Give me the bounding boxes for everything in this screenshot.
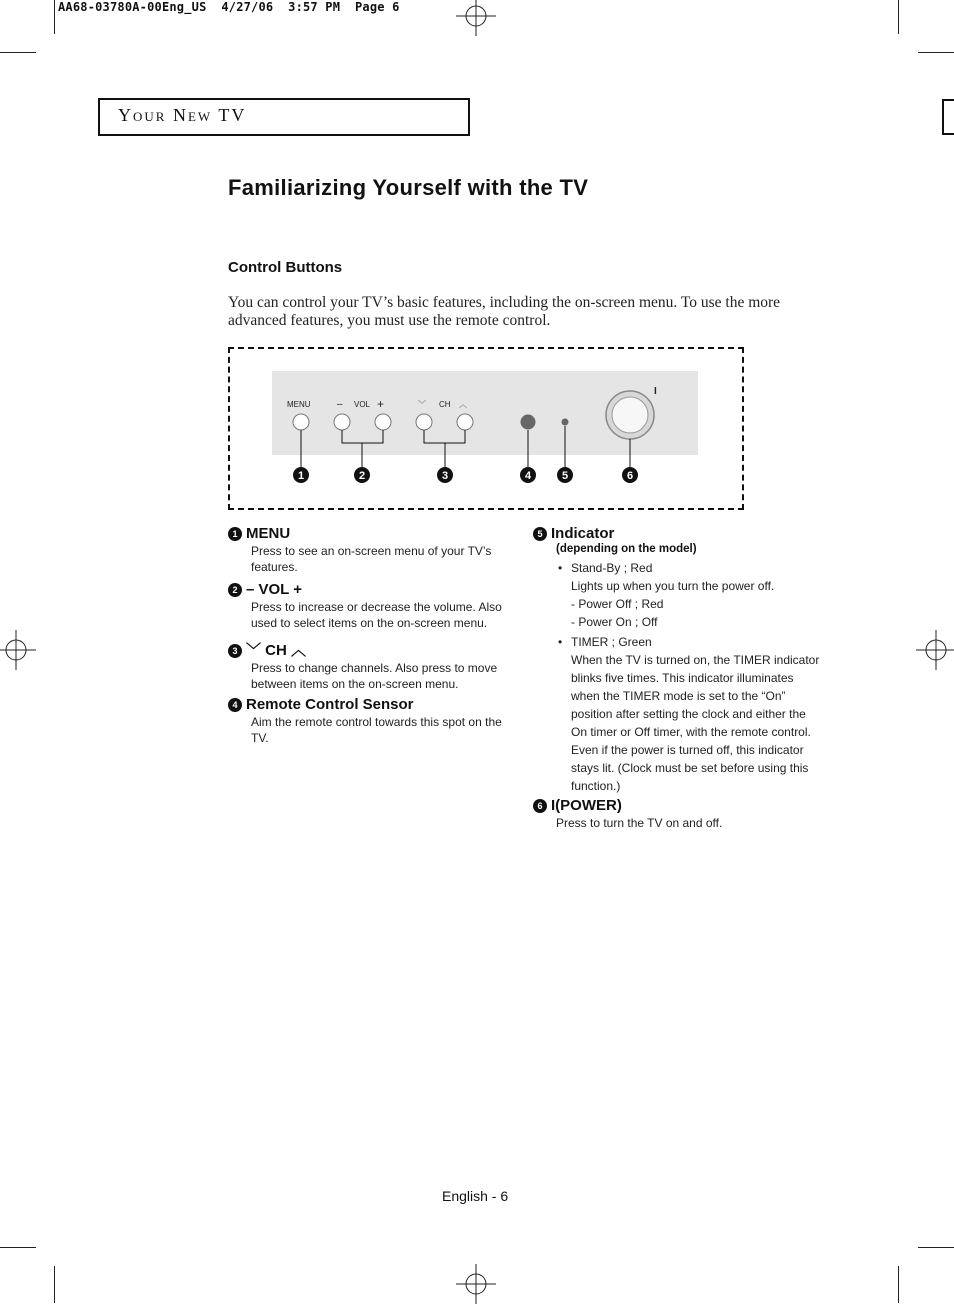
vol-plus-label: + bbox=[377, 397, 385, 411]
bullet-timer: • TIMER ; Green bbox=[558, 635, 652, 649]
ch-up-button bbox=[457, 414, 473, 430]
item-description: Press to increase or decrease the volume. Also used to select items on the on-screen menu. bbox=[251, 600, 502, 630]
item-description: Press to change channels. Also press to move between items on the on-screen menu. bbox=[251, 661, 498, 691]
page-tab-mark bbox=[942, 99, 954, 135]
item-heading: Indicator bbox=[551, 525, 615, 542]
item-indicator bbox=[533, 525, 821, 795]
ch-down-button bbox=[416, 414, 432, 430]
callout-3-label: 3 bbox=[441, 470, 449, 482]
item-heading: Remote Control Sensor bbox=[246, 696, 414, 713]
item-remote-sensor bbox=[228, 696, 506, 746]
item-description: Press to turn the TV on and off. bbox=[556, 816, 723, 830]
callout-5-label: 5 bbox=[561, 470, 569, 482]
registration-mark-left bbox=[0, 630, 36, 670]
callout-4-label: 4 bbox=[524, 470, 532, 482]
item-number-badge: 1 bbox=[228, 527, 242, 541]
timer-description: When the TV is turned on, the TIMER indicator blinks five times. This indicator illuminates when the TIMER mode is set to the “On” position after setting the clock and either the On timer or Off timer, with the remote control. Even if the power is turned off, this indicator stays lit. (Clock must be set before using this function.) bbox=[571, 653, 820, 793]
item-menu bbox=[228, 525, 506, 575]
item-number-badge: 5 bbox=[533, 527, 547, 541]
item-heading: ﹀ CH ︿ bbox=[246, 642, 307, 659]
standby-description: Lights up when you turn the power off. bbox=[571, 579, 775, 593]
item-heading: I(POWER) bbox=[551, 797, 622, 814]
page-title: Familiarizing Yourself with the TV bbox=[228, 175, 589, 200]
print-header: AA68-03780A-00Eng_US 4/27/06 3:57 PM Page 6 bbox=[58, 0, 400, 14]
bullet-standby: • Stand-By ; Red bbox=[558, 561, 653, 575]
callout-1-label: 1 bbox=[297, 470, 305, 482]
registration-mark-top bbox=[456, 0, 496, 36]
ch-label: CH bbox=[439, 400, 451, 409]
control-panel-diagram bbox=[228, 347, 744, 510]
callout-6-label: 6 bbox=[626, 470, 634, 482]
subsection-title: Control Buttons bbox=[228, 259, 343, 276]
vol-up-button bbox=[375, 414, 391, 430]
power-on-state: - Power On ; Off bbox=[571, 615, 658, 629]
registration-mark-right bbox=[916, 630, 954, 670]
section-title: Your New TV bbox=[118, 105, 247, 125]
intro-paragraph: You can control your TV’s basic features, including the on-screen menu. To use the more advanced features, you must use the remote control. bbox=[228, 294, 781, 329]
item-number-badge: 4 bbox=[228, 698, 242, 712]
ch-down-label: ﹀ bbox=[418, 400, 426, 409]
item-number-badge: 3 bbox=[228, 644, 242, 658]
indicator-details bbox=[558, 559, 821, 795]
registration-mark-bottom bbox=[456, 1264, 496, 1304]
item-number-badge: 6 bbox=[533, 799, 547, 813]
power-off-state: - Power Off ; Red bbox=[571, 597, 664, 611]
menu-button bbox=[293, 414, 309, 430]
menu-label: MENU bbox=[287, 400, 311, 409]
vol-minus-label: – bbox=[337, 399, 343, 410]
vol-down-button bbox=[334, 414, 350, 430]
power-label: I bbox=[654, 386, 657, 397]
item-heading: – VOL + bbox=[246, 581, 303, 598]
indicator-light bbox=[562, 419, 569, 426]
ch-up-label: ︿ bbox=[459, 400, 467, 409]
page-footer: English - 6 bbox=[442, 1188, 509, 1204]
item-description: Press to see an on-screen menu of your TV’s features. bbox=[251, 544, 492, 574]
item-description: Aim the remote control towards this spot on the TV. bbox=[251, 715, 502, 745]
item-subheading: (depending on the model) bbox=[556, 543, 697, 555]
power-button bbox=[612, 397, 648, 433]
item-volume bbox=[228, 581, 506, 631]
vol-label: VOL bbox=[354, 400, 371, 409]
item-number-badge: 2 bbox=[228, 583, 242, 597]
item-power bbox=[533, 797, 811, 831]
remote-sensor bbox=[521, 415, 536, 430]
item-heading: MENU bbox=[246, 525, 291, 542]
item-channel bbox=[228, 639, 506, 692]
callout-2-label: 2 bbox=[358, 470, 366, 482]
